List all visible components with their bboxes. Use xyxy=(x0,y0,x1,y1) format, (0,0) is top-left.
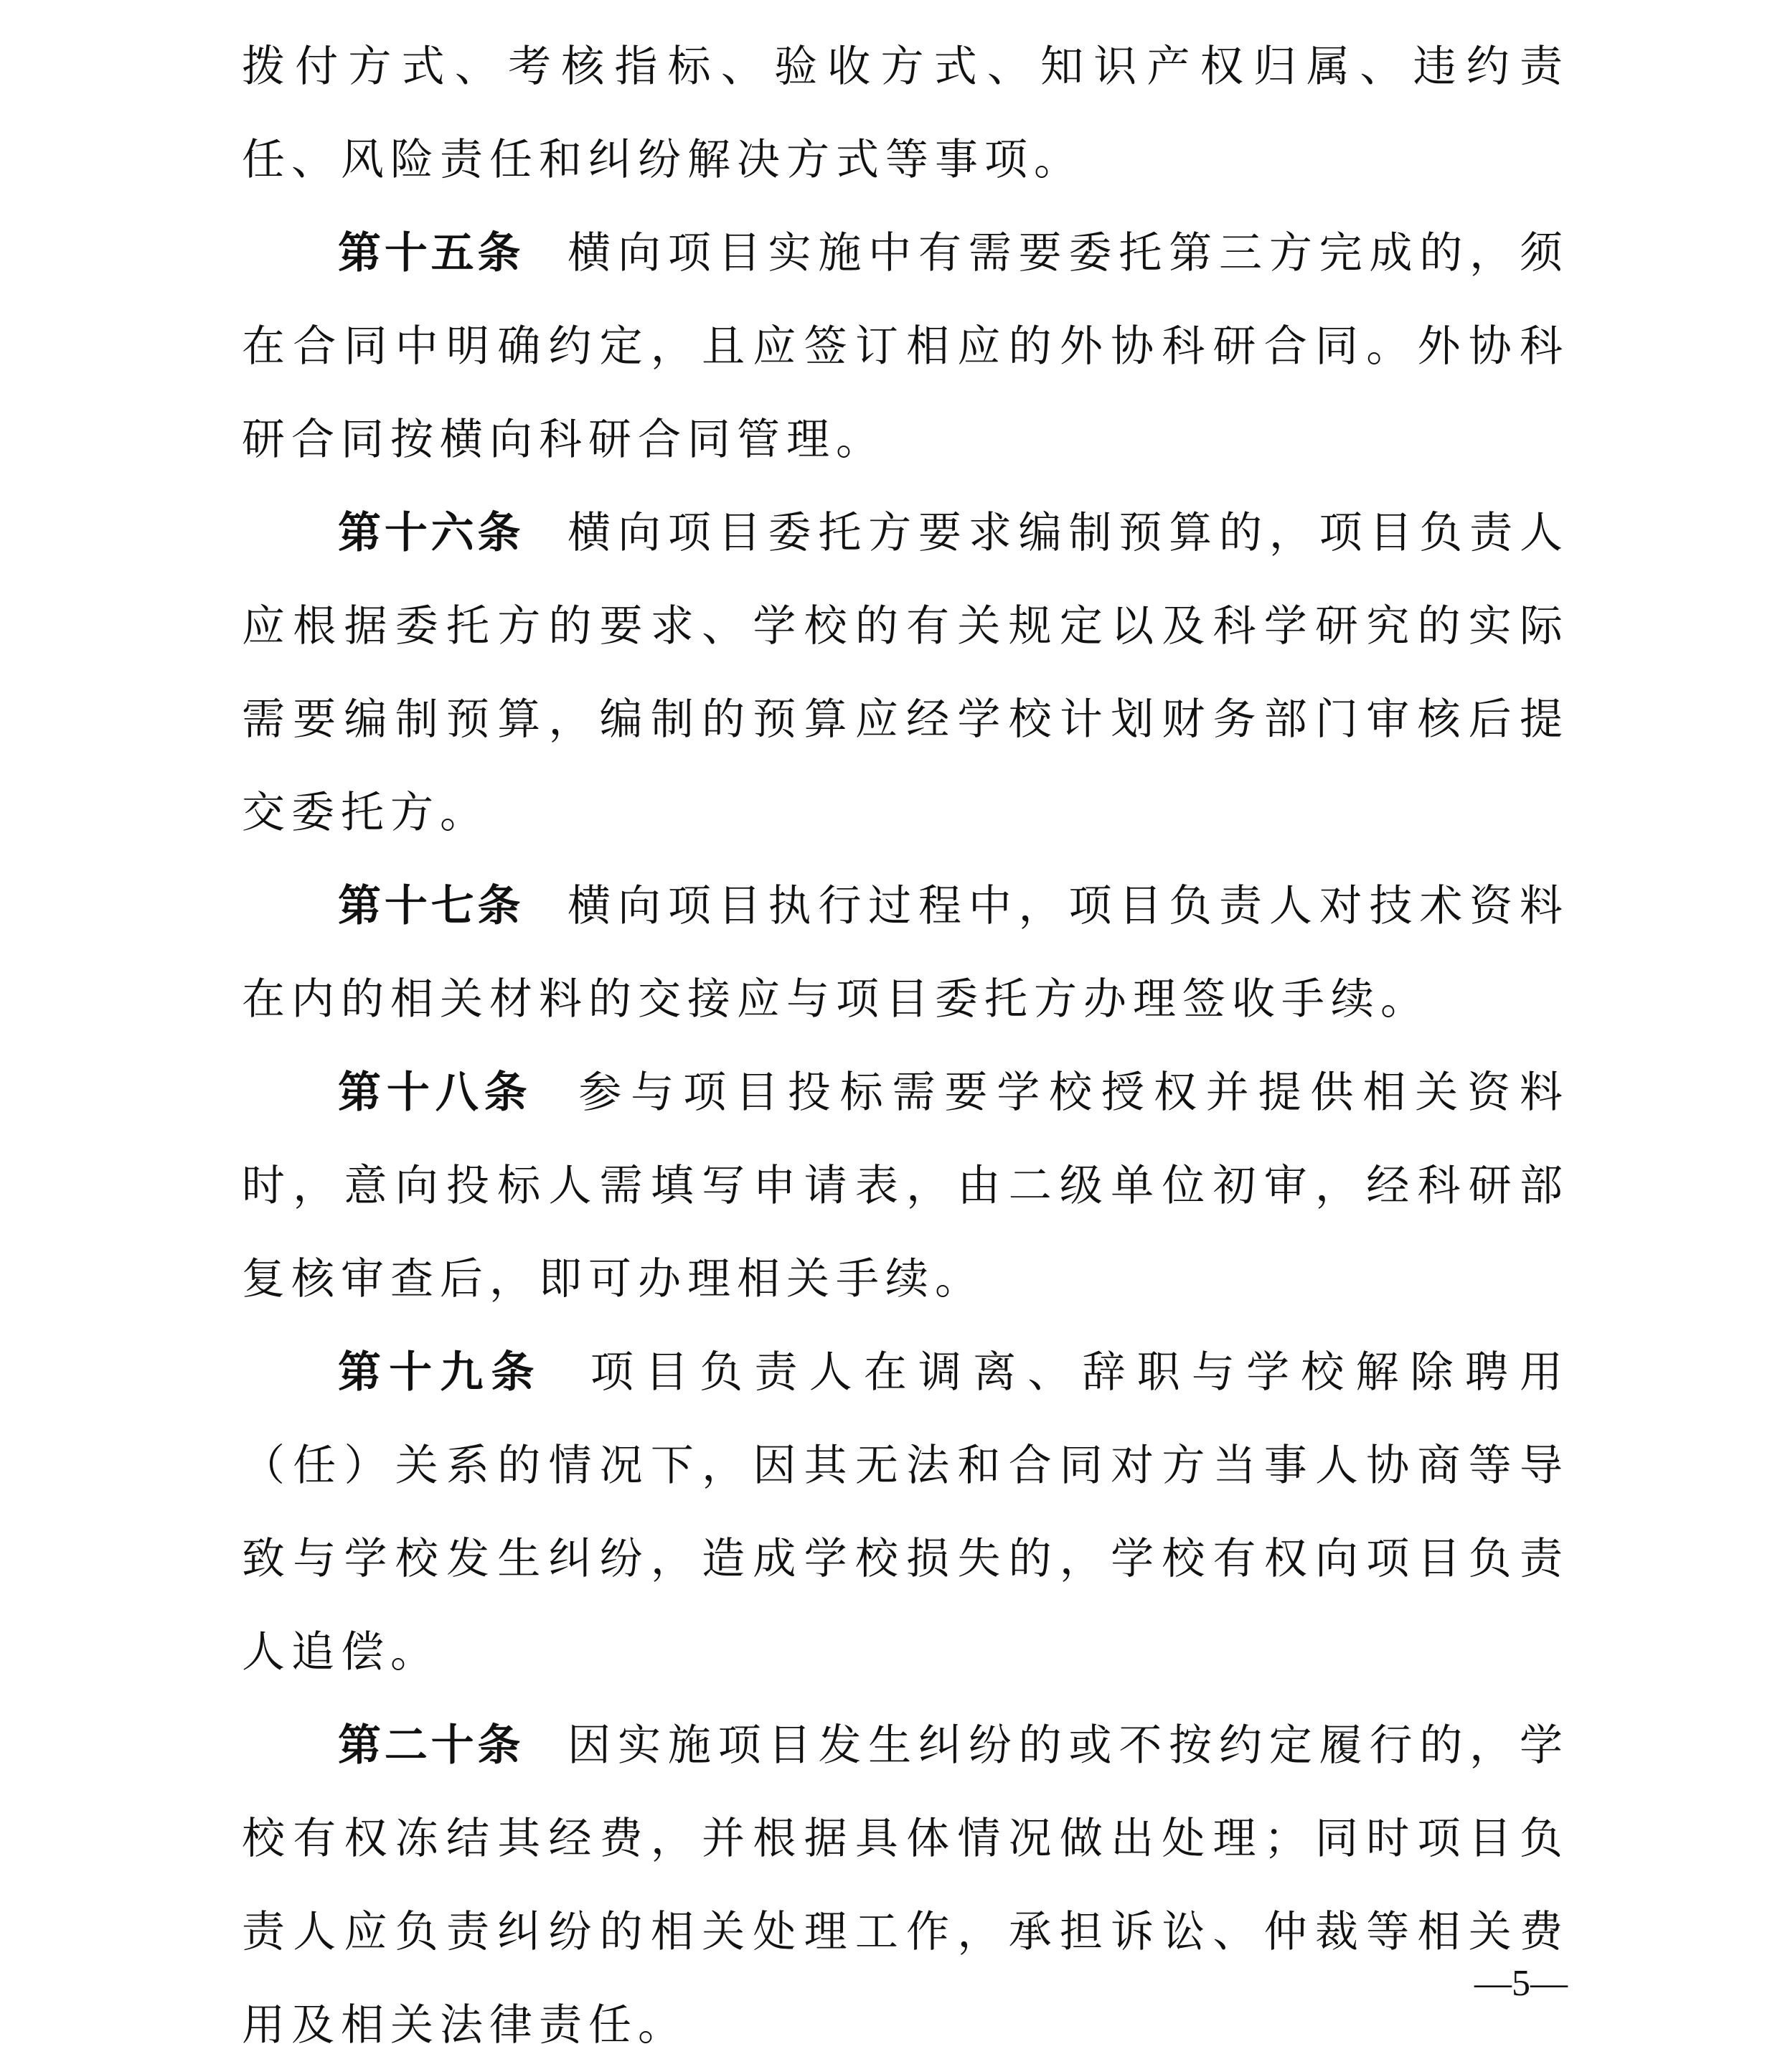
article-16 xyxy=(242,486,1569,860)
article-heading: 第十八条 xyxy=(338,1068,533,1118)
article-heading: 第十六条 xyxy=(338,508,524,558)
article-15 xyxy=(242,207,1569,486)
article-20 xyxy=(242,1699,1569,2072)
article-heading: 第十九条 xyxy=(338,1347,542,1398)
article-17 xyxy=(242,860,1569,1046)
article-heading: 第十七条 xyxy=(338,881,524,931)
article-heading: 第二十条 xyxy=(338,1720,524,1771)
article-text: 因实施项目发生纠纷的或不按约定履行的，学校有权冻结其经费，并根据具体情况做出处理；同时项目负责人应负责纠纷的相关处理工作，承担诉讼、仲裁等相关费用及相关法律责任。 xyxy=(242,1720,1570,2050)
page-number: —5— xyxy=(1474,1963,1568,2004)
article-text: 项目负责人在调离、辞职与学校解除聘用（任）关系的情况下，因其无法和合同对方当事人协商等导致与学校发生纠纷，造成学校损失的，学校有权向项目负责人追偿。 xyxy=(242,1347,1570,1677)
document-body xyxy=(242,20,1569,2072)
article-18 xyxy=(242,1046,1569,1326)
article-text: 参与项目投标需要学校授权并提供相关资料时，意向投标人需填写申请表，由二级单位初审，经科研部复核审查后，即可办理相关手续。 xyxy=(242,1068,1570,1304)
article-19 xyxy=(242,1326,1569,1699)
article-text: 横向项目实施中有需要委托第三方完成的，须在合同中明确约定，且应签订相应的外协科研合同。外协科研合同按横向科研合同管理。 xyxy=(242,228,1570,465)
continuation-paragraph: 拨付方式、考核指标、验收方式、知识产权归属、违约责任、风险责任和纠纷解决方式等事项。 xyxy=(242,42,1569,185)
article-heading: 第十五条 xyxy=(338,228,524,278)
article-text: 横向项目执行过程中，项目负责人对技术资料在内的相关材料的交接应与项目委托方办理签收手续。 xyxy=(242,881,1570,1025)
article-text: 横向项目委托方要求编制预算的，项目负责人应根据委托方的要求、学校的有关规定以及科学研究的实际需要编制预算，编制的预算应经学校计划财务部门审核后提交委托方。 xyxy=(242,508,1570,838)
